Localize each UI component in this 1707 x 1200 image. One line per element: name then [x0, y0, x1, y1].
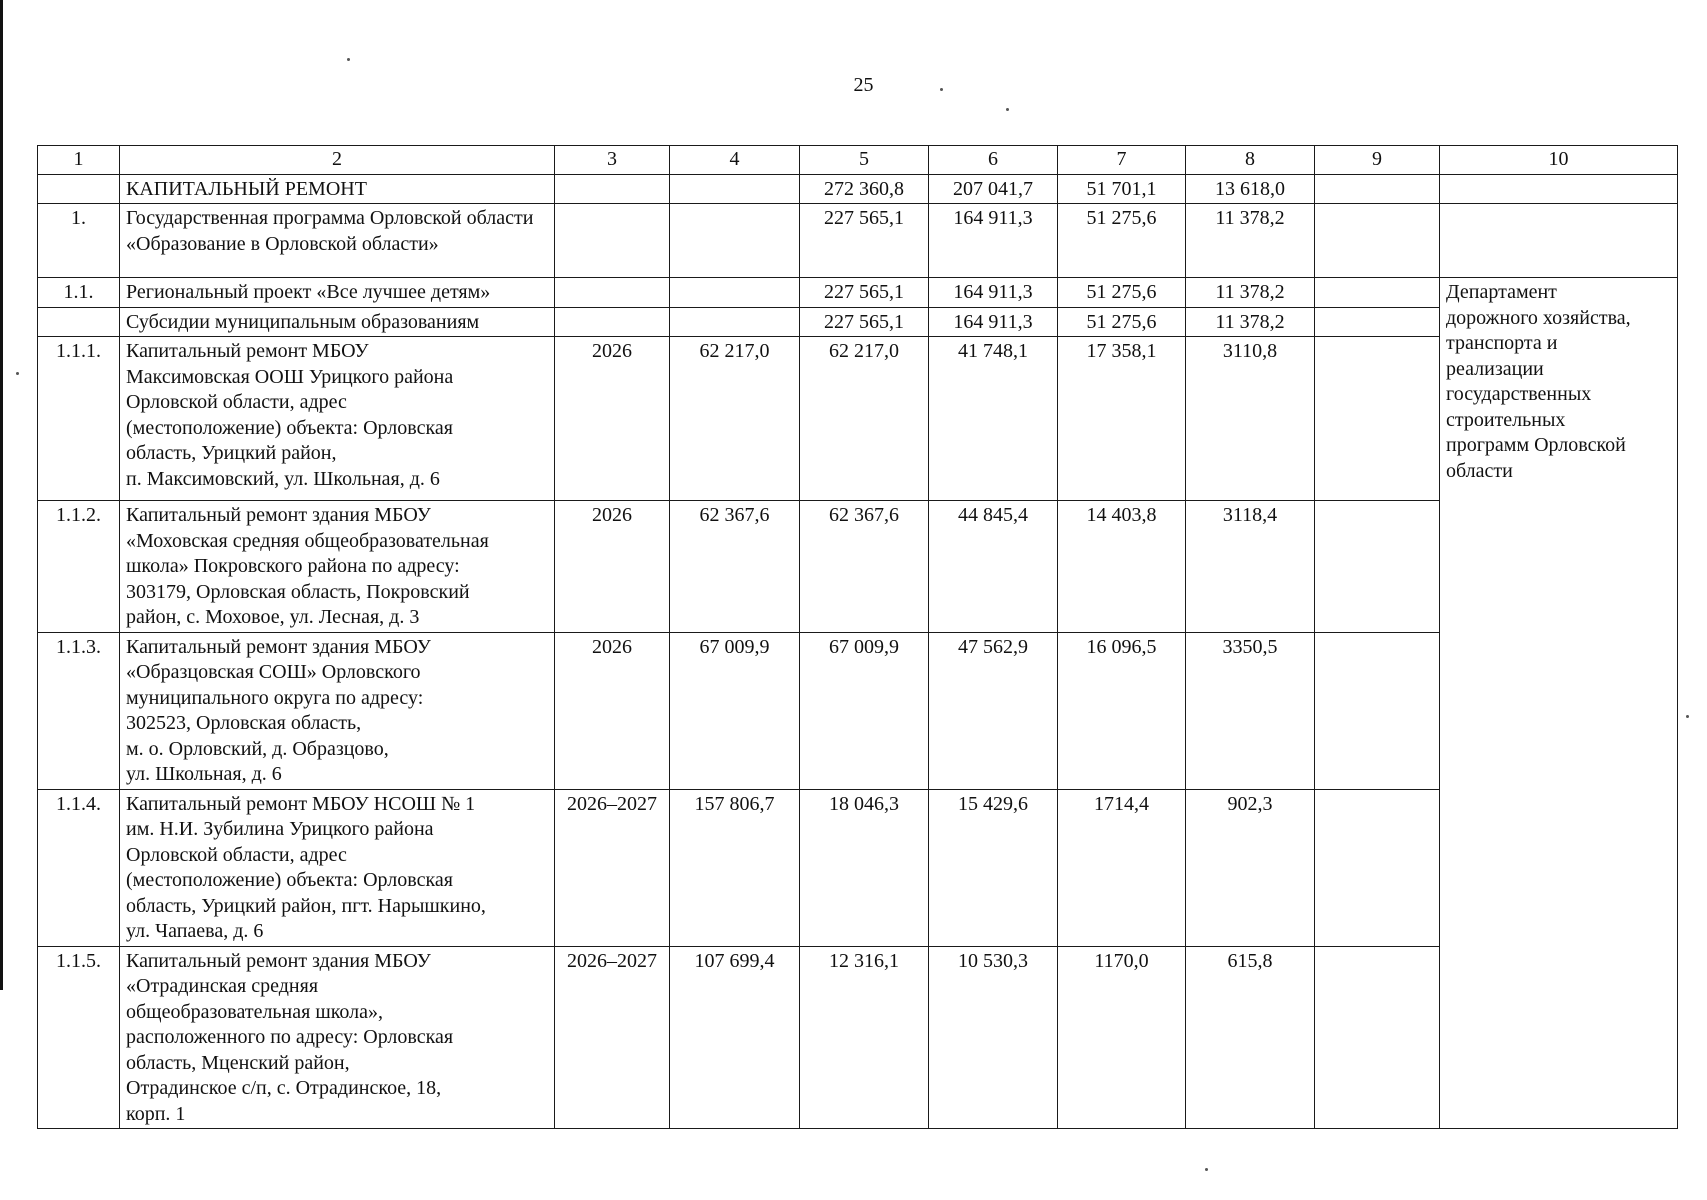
col9-cell: [1315, 337, 1440, 501]
regional-budget-cell: 16 096,5: [1058, 632, 1186, 789]
total-cost-cell: [670, 204, 800, 278]
regional-budget-cell: 51 275,6: [1058, 204, 1186, 278]
page-number: 25: [853, 74, 874, 96]
years-cell: [555, 307, 670, 337]
years-cell: [555, 204, 670, 278]
capital-repair-table: [37, 145, 1678, 1129]
local-budget-cell: 13 618,0: [1186, 174, 1315, 204]
local-budget-cell: 902,3: [1186, 789, 1315, 946]
amount-total-cell: 272 360,8: [800, 174, 929, 204]
table-row: [38, 632, 1678, 789]
federal-budget-cell: 207 041,7: [929, 174, 1058, 204]
years-cell: 2026–2027: [555, 789, 670, 946]
federal-budget-cell: 164 911,3: [929, 278, 1058, 308]
scan-speck: [940, 88, 943, 91]
federal-budget-cell: 41 748,1: [929, 337, 1058, 501]
item-number-cell: [38, 307, 120, 337]
item-number-cell: 1.1.5.: [38, 946, 120, 1129]
item-name-cell: Капитальный ремонт здания МБОУ «Моховская средняя общеобразовательная школа» Покровского района по адресу: 303179, Орловская область, Покровский район, с. Моховое, ул. Лесная, д. 3: [120, 501, 555, 633]
years-cell: 2026: [555, 337, 670, 501]
amount-total-cell: 12 316,1: [800, 946, 929, 1129]
col9-cell: [1315, 946, 1440, 1129]
amount-total-cell: 227 565,1: [800, 204, 929, 278]
item-name-cell: Государственная программа Орловской области «Образование в Орловской области»: [120, 204, 555, 278]
col9-cell: [1315, 632, 1440, 789]
table-row: [38, 204, 1678, 278]
header-cell: 4: [670, 146, 800, 175]
total-cost-cell: 62 367,6: [670, 501, 800, 633]
amount-total-cell: 67 009,9: [800, 632, 929, 789]
table-row: [38, 501, 1678, 633]
responsible-executor-cell: Департамент дорожного хозяйства, транспорта и реализации государственных строительных программ Орловской области: [1440, 278, 1678, 1129]
header-cell: 8: [1186, 146, 1315, 175]
scan-left-edge: [0, 0, 3, 990]
total-cost-cell: 157 806,7: [670, 789, 800, 946]
federal-budget-cell: 10 530,3: [929, 946, 1058, 1129]
amount-total-cell: 18 046,3: [800, 789, 929, 946]
item-number-cell: 1.: [38, 204, 120, 278]
header-cell: 6: [929, 146, 1058, 175]
header-cell: 5: [800, 146, 929, 175]
item-number-cell: 1.1.2.: [38, 501, 120, 633]
total-cost-cell: 107 699,4: [670, 946, 800, 1129]
item-name-cell: Капитальный ремонт МБОУ НСОШ № 1 им. Н.И. Зубилина Урицкого района Орловской области, адрес (местоположение) объекта: Орловская область, Урицкий район, пгт. Нарышкино, ул. Чапаева, д. 6: [120, 789, 555, 946]
amount-total-cell: 227 565,1: [800, 278, 929, 308]
column-number-row: [38, 146, 1678, 175]
scan-speck: [1686, 715, 1689, 718]
regional-budget-cell: 14 403,8: [1058, 501, 1186, 633]
col9-cell: [1315, 204, 1440, 278]
years-cell: 2026: [555, 501, 670, 633]
item-name-cell: Субсидии муниципальным образованиям: [120, 307, 555, 337]
years-cell: [555, 278, 670, 308]
header-cell: 9: [1315, 146, 1440, 175]
responsible-empty-cell: [1440, 174, 1678, 204]
header-cell: 1: [38, 146, 120, 175]
total-cost-cell: [670, 174, 800, 204]
total-cost-cell: [670, 278, 800, 308]
col9-cell: [1315, 278, 1440, 308]
federal-budget-cell: 44 845,4: [929, 501, 1058, 633]
regional-budget-cell: 17 358,1: [1058, 337, 1186, 501]
item-number-cell: 1.1.3.: [38, 632, 120, 789]
total-cost-cell: [670, 307, 800, 337]
scan-speck: [1006, 108, 1009, 111]
table-row: [38, 946, 1678, 1129]
item-name-cell: Капитальный ремонт МБОУ Максимовская ООШ Урицкого района Орловской области, адрес (местоположение) объекта: Орловская область, Урицкий район, п. Максимовский, ул. Школьная, д. 6: [120, 337, 555, 501]
amount-total-cell: 62 217,0: [800, 337, 929, 501]
local-budget-cell: 3110,8: [1186, 337, 1315, 501]
federal-budget-cell: 47 562,9: [929, 632, 1058, 789]
item-name-cell: Капитальный ремонт здания МБОУ «Отрадинская средняя общеобразовательная школа», расположенного по адресу: Орловская область, Мценский район, Отрадинское с/п, с. Отрадинское, 18, корп. 1: [120, 946, 555, 1129]
local-budget-cell: 11 378,2: [1186, 307, 1315, 337]
table-row: [38, 278, 1678, 308]
table-row: [38, 307, 1678, 337]
amount-total-cell: 227 565,1: [800, 307, 929, 337]
col9-cell: [1315, 307, 1440, 337]
regional-budget-cell: 51 701,1: [1058, 174, 1186, 204]
responsible-empty-cell: [1440, 204, 1678, 278]
table-row: [38, 789, 1678, 946]
total-cost-cell: 67 009,9: [670, 632, 800, 789]
regional-budget-cell: 1714,4: [1058, 789, 1186, 946]
years-cell: 2026–2027: [555, 946, 670, 1129]
item-name-cell: Региональный проект «Все лучшее детям»: [120, 278, 555, 308]
table-row: [38, 337, 1678, 501]
amount-total-cell: 62 367,6: [800, 501, 929, 633]
item-name-cell: КАПИТАЛЬНЫЙ РЕМОНТ: [120, 174, 555, 204]
col9-cell: [1315, 174, 1440, 204]
item-number-cell: 1.1.4.: [38, 789, 120, 946]
scan-speck: [16, 372, 19, 375]
years-cell: [555, 174, 670, 204]
local-budget-cell: 11 378,2: [1186, 278, 1315, 308]
regional-budget-cell: 51 275,6: [1058, 307, 1186, 337]
header-cell: 10: [1440, 146, 1678, 175]
regional-budget-cell: 1170,0: [1058, 946, 1186, 1129]
federal-budget-cell: 164 911,3: [929, 307, 1058, 337]
col9-cell: [1315, 501, 1440, 633]
scan-speck: [1205, 1168, 1208, 1171]
item-name-cell: Капитальный ремонт здания МБОУ «Образцовская СОШ» Орловского муниципального округа по адресу: 302523, Орловская область, м. о. Орловский, д. Образцово, ул. Школьная, д. 6: [120, 632, 555, 789]
table-row: [38, 174, 1678, 204]
local-budget-cell: 3118,4: [1186, 501, 1315, 633]
federal-budget-cell: 15 429,6: [929, 789, 1058, 946]
header-cell: 2: [120, 146, 555, 175]
regional-budget-cell: 51 275,6: [1058, 278, 1186, 308]
header-cell: 7: [1058, 146, 1186, 175]
header-cell: 3: [555, 146, 670, 175]
local-budget-cell: 3350,5: [1186, 632, 1315, 789]
federal-budget-cell: 164 911,3: [929, 204, 1058, 278]
years-cell: 2026: [555, 632, 670, 789]
scan-speck: [347, 58, 350, 61]
local-budget-cell: 615,8: [1186, 946, 1315, 1129]
item-number-cell: 1.1.1.: [38, 337, 120, 501]
total-cost-cell: 62 217,0: [670, 337, 800, 501]
item-number-cell: 1.1.: [38, 278, 120, 308]
col9-cell: [1315, 789, 1440, 946]
item-number-cell: [38, 174, 120, 204]
local-budget-cell: 11 378,2: [1186, 204, 1315, 278]
